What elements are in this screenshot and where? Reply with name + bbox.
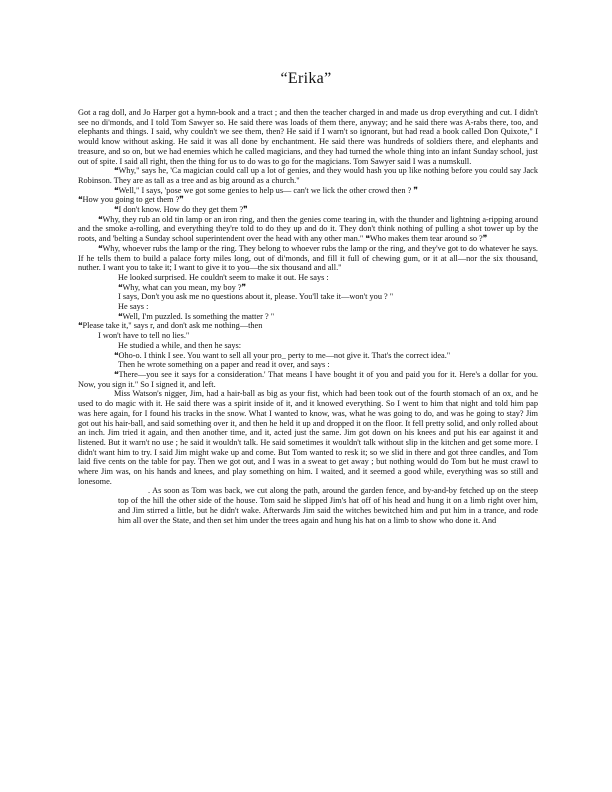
- paragraph-17: Then he wrote something on a paper and read it over, and says :: [118, 360, 330, 370]
- document-body: [78, 108, 538, 525]
- paragraph-1: Got a rag doll, and Jo Harper got a hymn-book and a tract ; and then the teacher charged in and made us drop everything and cut. I didn't see no di'monds, and I told Tom Sawyer so. He said there was loads of them there, anyway; and he said there was A-rabs there, too, and elephants and things. I said, why couldn't we see them, then? He said if I warn't so ignorant, but had read a book called Don Quixote," I would know without asking. He said it was all done by enchantment. He said there was hundreds of soldiers there, and elephants and treasure, and so on, but we had enemies which he called magicians, and they had turned the whole thing into an infant Sunday school, just out of spite. I said all right, then the thing for us to do was to go for the magicians. Tom Sawyer said I was a numskull.: [78, 108, 538, 166]
- paragraph-19: Miss Watson's nigger, Jim, had a hair-ball as big as your fist, which had been took out of the fourth stomach of an ox, and he used to do magic with it. He said there was a spirit inside of it, and it knowed everything. So I went to him that night and told him pap was here again, for I found his tracks in the snow. What I wanted to know, was, what he was going to do, and was he going to stay? Jim got out his hair-ball, and said something over it, and then he held it up and dropped it on the floor. It fell pretty solid, and only rolled about an inch. Jim tried it again, and then another time, and it, acted just the same. Jim got down on his knees and put his ear against it and listened. But it warn't no use ; he said it wouldn't talk. He said sometimes it wouldn't talk without slip in the kitchen and get some more. I didn't want him to try. I said Jim might wake up and come. But Tom wanted to resk it; so we slid in there and got three candles, and Tom laid five cents on the table for pay. Then we got out, and I was in a sweat to get away ; but nothing would do Tom but he must crawl to where Jim was, on his hands and knees, and play something on him. I waited, and it seemed a good while, everything was so still and lonesome.: [78, 389, 538, 486]
- paragraph-20: . As soon as Tom was back, we cut along the path, around the garden fence, and by-and-by fetched up on the steep top of the hill the other side of the house. Tom said he slipped Jim's hat off of his head and hung it on a limb right over him, and Jim stirred a little, but he didn't wake. Afterwards Jim said the witches bewitched him and put him in a trance, and rode him all over the State, and then set him under the trees again and hung his hat on a limb to show who done it. And: [118, 486, 538, 525]
- paragraph-7: ❝Why, whoever rubs the lamp or the ring. They belong to whoever rubs the lamp or the ring, and they've got to do whatever he says. If he tells them to build a palace forty miles long, out of di'monds, and fill it full of chewing gum, or it at all—nor the six thousand, nuther. I want you to take it; I want to give it to you—the six thousand and all.": [78, 243, 538, 273]
- paragraph-13: ❝Please take it," says r, and don't ask me nothing—then: [78, 321, 263, 331]
- paragraph-4: ❝How you going to get them ?❞: [78, 195, 184, 205]
- paragraph-14: I won't have to tell no lies.": [98, 331, 190, 341]
- paragraph-16: ❝Oho-o. I think I see. You want to sell all your pro_ perty to me—not give it. That's the correct idea.": [114, 350, 451, 360]
- paragraph-15: He studied a while, and then he says:: [118, 340, 242, 350]
- paragraph-3: ❝Well," I says, 'pose we got some genies to help us— can't we lick the other crowd then ? ❞: [114, 185, 418, 195]
- paragraph-5: ❝I don't know. How do they get them ?❞: [114, 205, 248, 215]
- paragraph-2: ❝Why," says he, 'Ca magician could call up a lot of genies, and they would hash you up like nothing before you could say Jack Robinson. They are as tall as a tree and as big around as a church.": [78, 166, 538, 185]
- paragraph-11: He says :: [118, 302, 149, 312]
- paragraph-12: ❝Well, I'm puzzled. Is something the matter ? ": [118, 311, 275, 321]
- paragraph-8: He looked surprised. He couldn't seem to make it out. He says :: [118, 272, 329, 282]
- paragraph-18: ❝There—you see it says for a consideration.' That means I have bought it of you and paid you for it. Here's a dollar for you. Now, you sign it." So I signed it, and left.: [78, 369, 538, 389]
- page-title: “Erika”: [280, 70, 332, 87]
- paragraph-6: ❝Why, they rub an old tin lamp or an iron ring, and then the genies come tearing in, with the thunder and lightning a-ripping around and the smoke a-rolling, and everything they're told to do they up and do it. They don't think nothing of pulling a shot tower up by the roots, and 'belting a Sunday school superintendent over the head with any other man." ❝Who makes them tear around so ?❞: [78, 214, 538, 244]
- paragraph-10: I says, Don't you ask me no questions about it, please. You'll take it—won't you ? ": [118, 292, 394, 302]
- paragraph-9: ❝Why, what can you mean, my boy ?❞: [118, 282, 246, 292]
